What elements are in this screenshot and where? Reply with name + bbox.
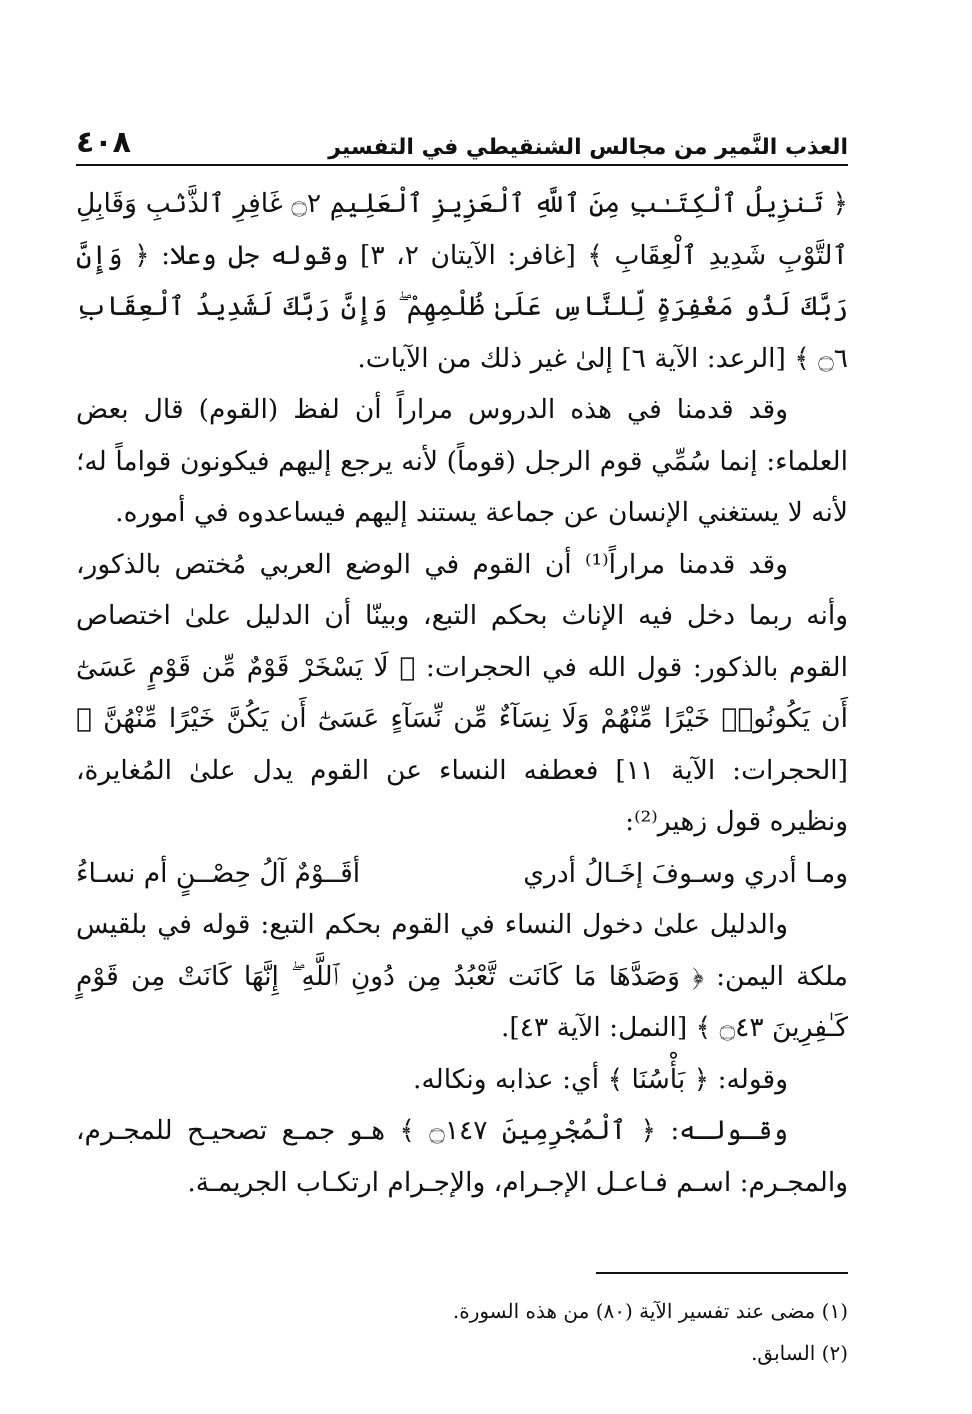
paragraph: وقوله: ﴿ بَأْسُنَا ﴾ أي: عذابه ونكاله. xyxy=(413,1063,788,1095)
page-number: ٤٠٨ xyxy=(76,125,131,160)
main-text xyxy=(76,178,848,1208)
footnote-divider xyxy=(596,1272,848,1274)
poem-first-hemistich: ومـا أدري وسـوفَ إخَـالُ أدري xyxy=(523,857,848,889)
footnote: (٢) السابق. xyxy=(751,1341,848,1365)
poem-verse xyxy=(76,848,848,900)
paragraph: ﴿ تَنزِيلُ ٱلْكِتَـٰبِ مِنَ ٱللَّهِ ٱلْعَزِيزِ ٱلْعَلِيمِ ۝٢ غَافِرِ ٱلذَّنۢبِ وَقَابِلِ ٱلتَّوْبِ شَدِيدِ ٱلْعِقَابِ ﴾ [غافر: الآيتان ٢، ٣] وقوله جل وعلا: ﴿ وَإِنَّ رَبَّكَ لَذُو مَغْفِرَةٍ لِّلنَّاسِ عَلَىٰ ظُلْمِهِمْ ۖ وَإِنَّ رَبَّكَ لَشَدِيدُ ٱلْعِقَابِ ۝٦ ﴾ [الرعد: الآية ٦] إلىٰ غير ذلك من الآيات. xyxy=(76,188,848,374)
footnote: (١) مضى عند تفسير الآية (٨٠) من هذه السورة. xyxy=(452,1299,848,1323)
footnotes xyxy=(88,1290,848,1374)
paragraph: والدليل علىٰ دخول النساء في القوم بحكم التبع: قوله في بلقيس ملكة اليمن: ﴿ وَصَدَّهَا مَا كَانَت تَّعْبُدُ مِن دُونِ ٱللَّهِ ۖ إِنَّهَا كَانَتْ مِن قَوْمٍ كَـٰفِرِينَ ۝٤٣ ﴾ [النمل: الآية ٤٣]. xyxy=(76,909,848,1043)
running-title: العذب النَّمير من مجالس الشنقيطي في التفسير xyxy=(328,135,848,160)
paragraph: وقد قدمنا مراراً⁽¹⁾ أن القوم في الوضع العربي مُختص بالذكور، وأنه ربما دخل فيه الإناث بحكم التبع، وبينّا أن الدليل علىٰ اختصاص القوم بالذكور: قول الله في الحجرات: ﴿ لَا يَسْخَرْ قَوْمٌ مِّن قَوْمٍ عَسَىٰٓ أَن يَكُونُوا۟ خَيْرًا مِّنْهُمْ وَلَا نِسَآءٌ مِّن نِّسَآءٍ عَسَىٰٓ أَن يَكُنَّ خَيْرًا مِّنْهُنَّ ﴾ [الحجرات: الآية ١١] فعطفه النساء عن القوم يدل علىٰ المُغايرة، ونظيره قول زهير⁽²⁾: xyxy=(76,548,848,837)
book-page xyxy=(76,112,848,1208)
poem-second-hemistich: أقَــوْمٌ آلُ حِصْــنٍ أم نسـاءُ xyxy=(76,857,361,889)
paragraph: وقـولـه: ﴿ ٱلْمُجْرِمِينَ ۝١٤٧ ﴾ هـو جمـع تصحيـح للمجـرم، والمجـرم: اسـم فـاعـل الإجـرام، والإجـرام ارتكـاب الجريمـة. xyxy=(76,1115,848,1198)
paragraph: وقد قدمنا في هذه الدروس مراراً أن لفظ (القوم) قال بعض العلماء: إنما سُمِّي قوم الرجل (قوماً) لأنه يرجع إليهم فيكونون قواماً له؛ لأنه لا يستغني الإنسان عن جماعة يستند إليهم فيساعدوه في أموره. xyxy=(76,394,848,528)
page-header xyxy=(76,112,848,166)
